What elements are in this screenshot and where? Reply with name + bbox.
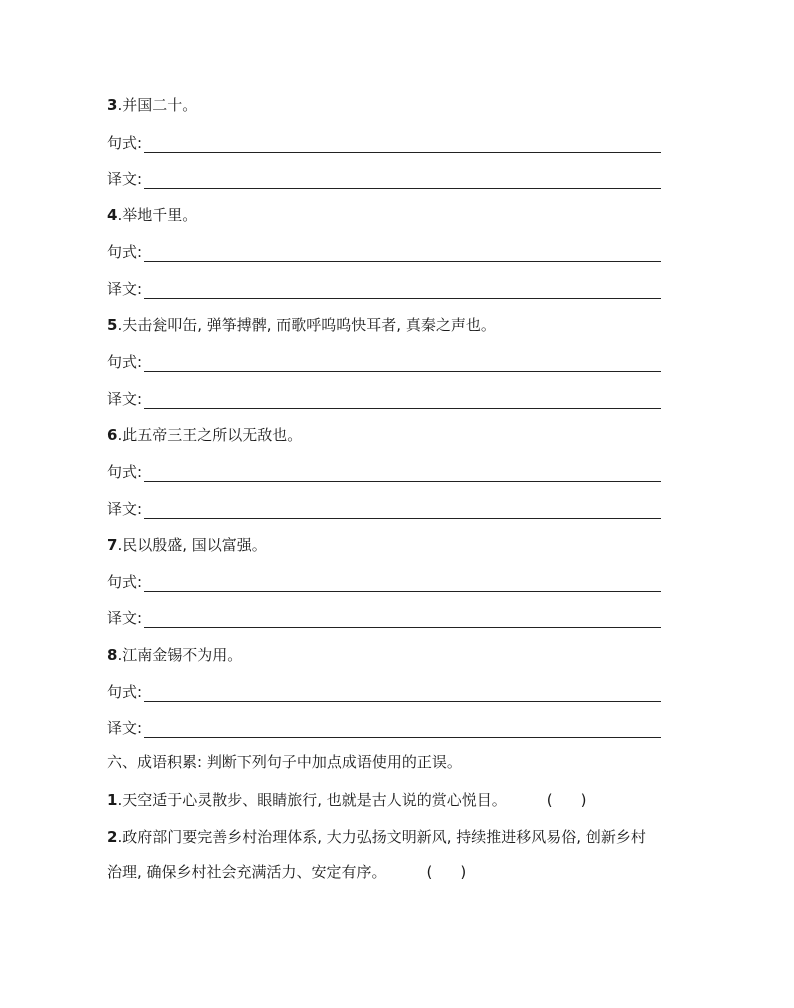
question-text: .江南金锡不为用。 — [117, 646, 243, 664]
sentence-pattern-field-7[interactable] — [107, 572, 661, 592]
translation-field-6[interactable] — [107, 499, 661, 519]
question-text: .并国二十。 — [117, 96, 198, 114]
question-7 — [107, 535, 267, 555]
question-number: 3 — [107, 96, 118, 114]
sentence-pattern-label: 句式: — [107, 683, 143, 701]
question-text: .民以殷盛, 国以富强。 — [117, 536, 267, 554]
idiom-item-2-line-1 — [107, 827, 646, 847]
answer-blank[interactable] — [144, 392, 661, 409]
section-6-title: 六、成语积累: 判断下列句子中加点成语使用的正误。 — [107, 753, 462, 771]
idiom-item-2-line-2 — [107, 862, 466, 882]
answer-blank[interactable] — [144, 465, 661, 482]
question-number: 7 — [107, 536, 118, 554]
question-6 — [107, 425, 302, 445]
sentence-pattern-field-6[interactable] — [107, 462, 661, 482]
idiom-item-1 — [107, 790, 586, 810]
item-text: 治理, 确保乡村社会充满活力、安定有序。 — [107, 863, 387, 881]
sentence-pattern-label: 句式: — [107, 134, 143, 152]
paren-open: ( — [546, 791, 553, 809]
question-3 — [107, 95, 197, 115]
paren-close: ) — [580, 791, 587, 809]
question-text: .举地千里。 — [117, 206, 198, 224]
item-text: .天空适于心灵散步、眼睛旅行, 也就是古人说的赏心悦目。 — [117, 791, 507, 809]
translation-label: 译文: — [107, 609, 143, 627]
question-text: .此五帝三王之所以无敌也。 — [117, 426, 303, 444]
answer-blank[interactable] — [144, 575, 661, 592]
question-number: 6 — [107, 426, 118, 444]
answer-blank[interactable] — [144, 136, 661, 153]
translation-label: 译文: — [107, 719, 143, 737]
question-number: 8 — [107, 646, 118, 664]
sentence-pattern-field-5[interactable] — [107, 352, 661, 372]
answer-blank[interactable] — [144, 685, 661, 702]
sentence-pattern-field-4[interactable] — [107, 242, 661, 262]
sentence-pattern-field-3[interactable] — [107, 133, 661, 153]
answer-blank[interactable] — [144, 502, 661, 519]
item-number: 1 — [107, 791, 118, 809]
item-number: 2 — [107, 828, 118, 846]
question-8 — [107, 645, 242, 665]
answer-parentheses[interactable] — [427, 862, 467, 882]
translation-label: 译文: — [107, 390, 143, 408]
translation-label: 译文: — [107, 500, 143, 518]
question-5 — [107, 315, 496, 335]
paren-open: ( — [426, 863, 433, 881]
translation-field-8[interactable] — [107, 718, 661, 738]
question-number: 5 — [107, 316, 118, 334]
question-text: .夫击瓮叩缶, 弹筝搏髀, 而歌呼呜呜快耳者, 真秦之声也。 — [117, 316, 496, 334]
sentence-pattern-label: 句式: — [107, 243, 143, 261]
sentence-pattern-label: 句式: — [107, 353, 143, 371]
sentence-pattern-label: 句式: — [107, 573, 143, 591]
answer-blank[interactable] — [144, 172, 661, 189]
answer-blank[interactable] — [144, 721, 661, 738]
sentence-pattern-label: 句式: — [107, 463, 143, 481]
answer-blank[interactable] — [144, 355, 661, 372]
answer-blank[interactable] — [144, 245, 661, 262]
answer-blank[interactable] — [144, 611, 661, 628]
paren-close: ) — [460, 863, 467, 881]
question-4 — [107, 205, 197, 225]
translation-label: 译文: — [107, 170, 143, 188]
translation-field-7[interactable] — [107, 608, 661, 628]
sentence-pattern-field-8[interactable] — [107, 682, 661, 702]
translation-field-5[interactable] — [107, 389, 661, 409]
translation-field-3[interactable] — [107, 169, 661, 189]
question-number: 4 — [107, 206, 118, 224]
translation-field-4[interactable] — [107, 279, 661, 299]
item-text: .政府部门要完善乡村治理体系, 大力弘扬文明新风, 持续推进移风易俗, 创新乡村 — [117, 828, 646, 846]
answer-parentheses[interactable] — [547, 790, 587, 810]
answer-blank[interactable] — [144, 282, 661, 299]
translation-label: 译文: — [107, 280, 143, 298]
